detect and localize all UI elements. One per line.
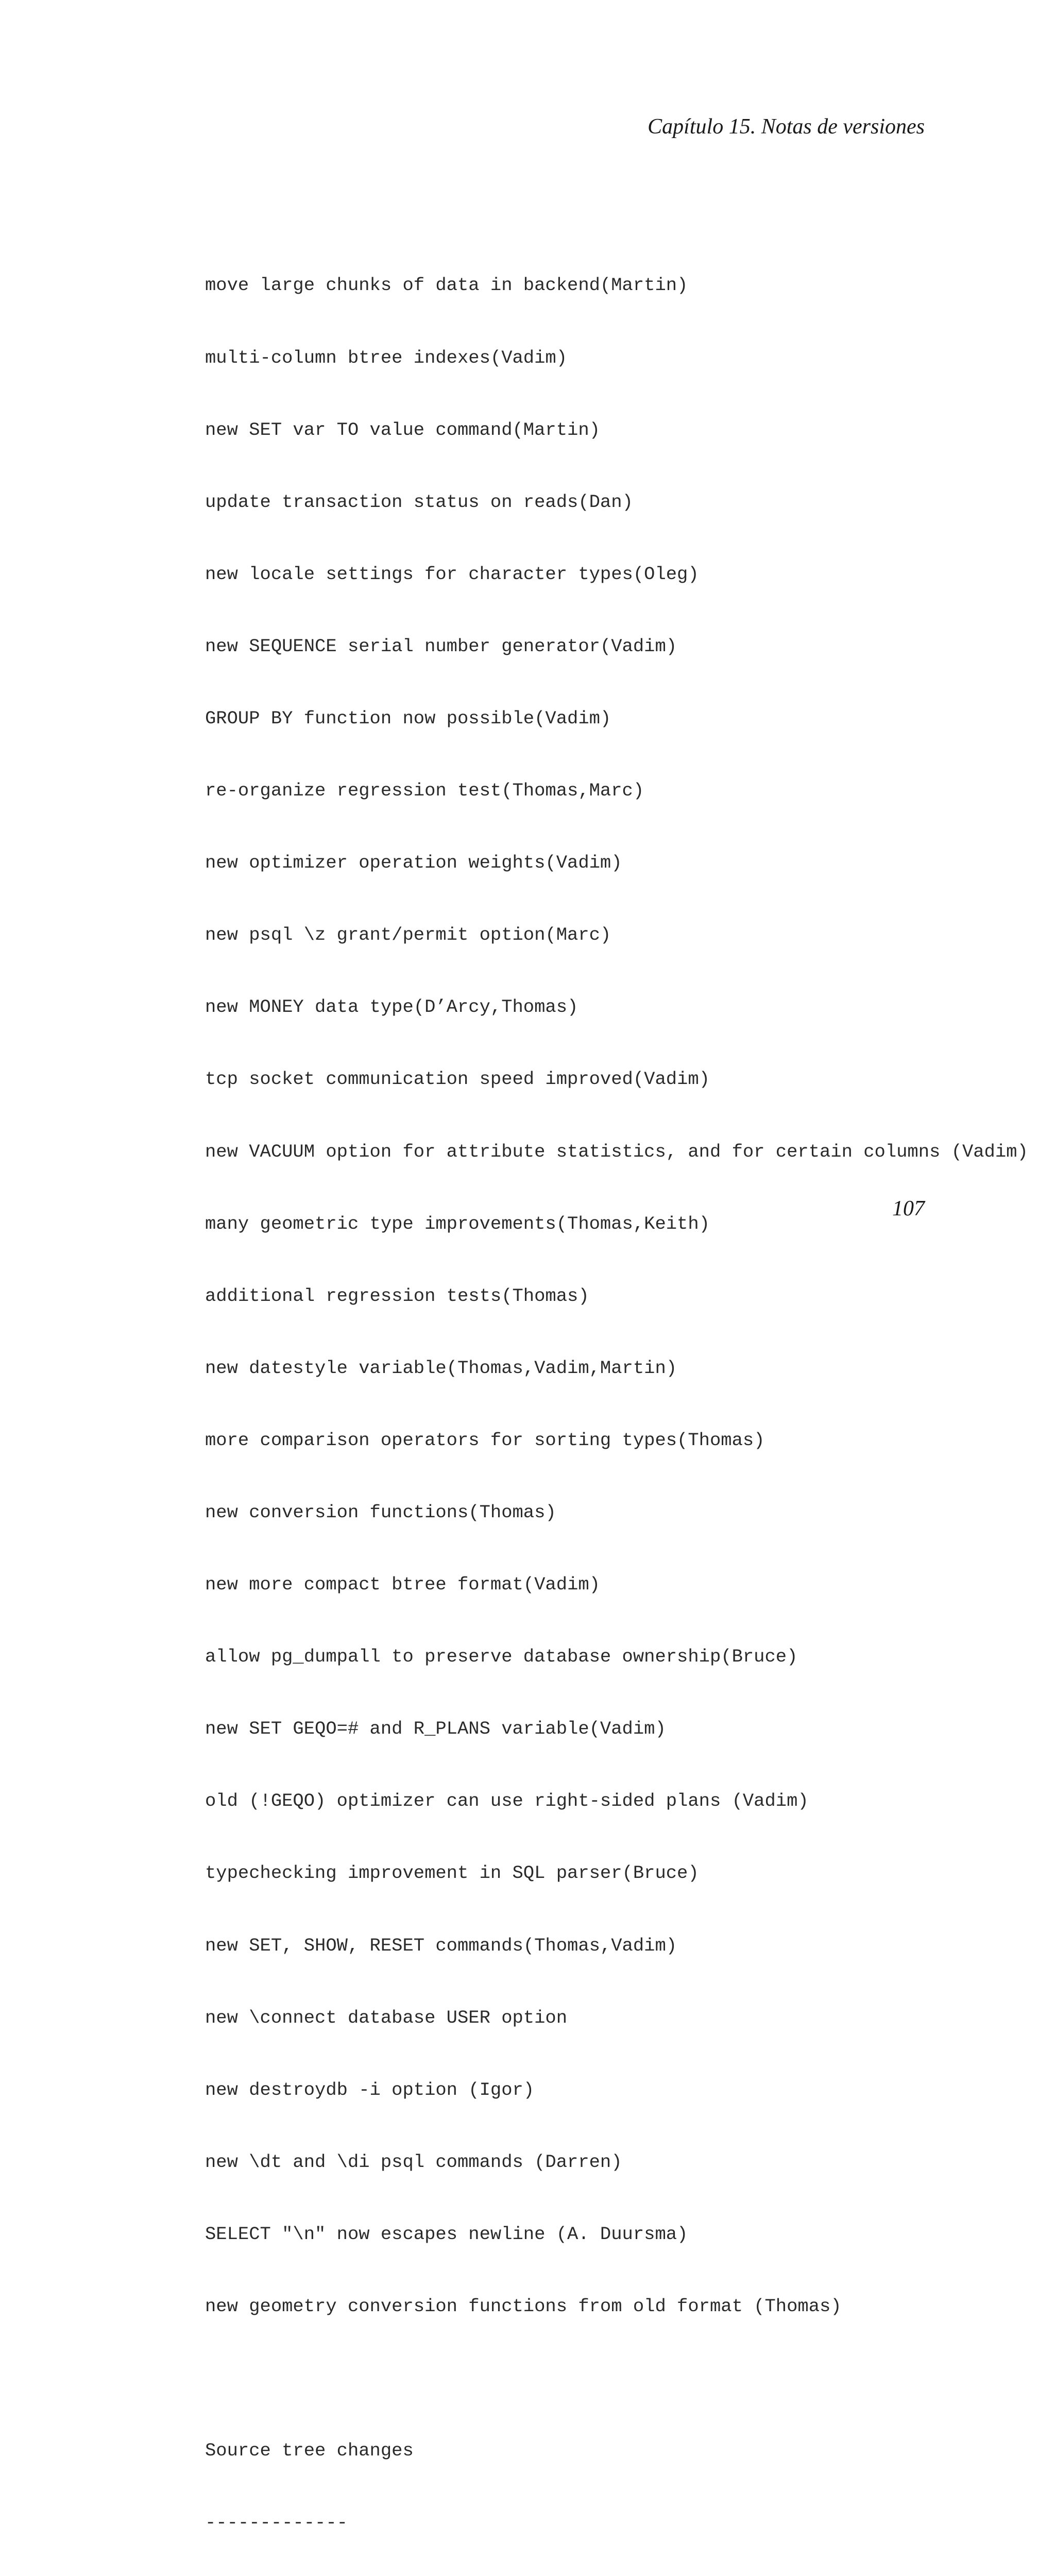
code-line: new VACUUM option for attribute statistics, and for certain columns (Vadim): [205, 1141, 1028, 1162]
code-line: new locale settings for character types(Oleg): [205, 563, 699, 585]
chapter-header: Capítulo 15. Notas de versiones: [648, 115, 925, 139]
code-line: new SEQUENCE serial number generator(Vadim): [205, 635, 677, 657]
page-number: 107: [892, 1197, 925, 1221]
code-line: new psql \z grant/permit option(Marc): [205, 924, 611, 946]
blank-line: [205, 2367, 1040, 2391]
code-line: additional regression tests(Thomas): [205, 1285, 589, 1307]
section-heading: Source tree changes: [205, 2440, 414, 2462]
code-line: multi-column btree indexes(Vadim): [205, 347, 568, 368]
code-line: typechecking improvement in SQL parser(Bruce): [205, 1862, 699, 1884]
code-line: tcp socket communication speed improved(Vadim): [205, 1069, 710, 1090]
code-line: new optimizer operation weights(Vadim): [205, 852, 622, 874]
code-line: new more compact btree format(Vadim): [205, 1574, 600, 1596]
code-line: new MONEY data type(D’Arcy,Thomas): [205, 996, 578, 1018]
code-line: allow pg_dumpall to preserve database ownership(Bruce): [205, 1646, 798, 1668]
code-line: new datestyle variable(Thomas,Vadim,Martin): [205, 1357, 677, 1379]
code-line: new SET, SHOW, RESET commands(Thomas,Vadim): [205, 1935, 677, 1956]
code-line: new SET GEQO=# and R_PLANS variable(Vadim): [205, 1718, 666, 1740]
section-underline: -------------: [205, 2512, 348, 2534]
code-line: update transaction status on reads(Dan): [205, 491, 633, 513]
release-notes-code-block: [205, 226, 1040, 2576]
code-line: SELECT "\n" now escapes newline (A. Duursma): [205, 2223, 688, 2245]
code-line: more comparison operators for sorting types(Thomas): [205, 1429, 765, 1451]
code-line: new conversion functions(Thomas): [205, 1502, 556, 1523]
code-line: new \dt and \di psql commands (Darren): [205, 2151, 622, 2173]
code-line: re-organize regression test(Thomas,Marc): [205, 780, 644, 802]
code-line: new geometry conversion functions from old format (Thomas): [205, 2296, 842, 2317]
code-line: new \connect database USER option: [205, 2007, 568, 2028]
code-line: old (!GEQO) optimizer can use right-sided plans (Vadim): [205, 1790, 809, 1812]
code-line: move large chunks of data in backend(Martin): [205, 275, 688, 296]
code-line: GROUP BY function now possible(Vadim): [205, 707, 611, 729]
code-line: new SET var TO value command(Martin): [205, 419, 600, 440]
code-line: new destroydb -i option (Igor): [205, 2079, 535, 2100]
code-line: many geometric type improvements(Thomas,Keith): [205, 1213, 710, 1234]
